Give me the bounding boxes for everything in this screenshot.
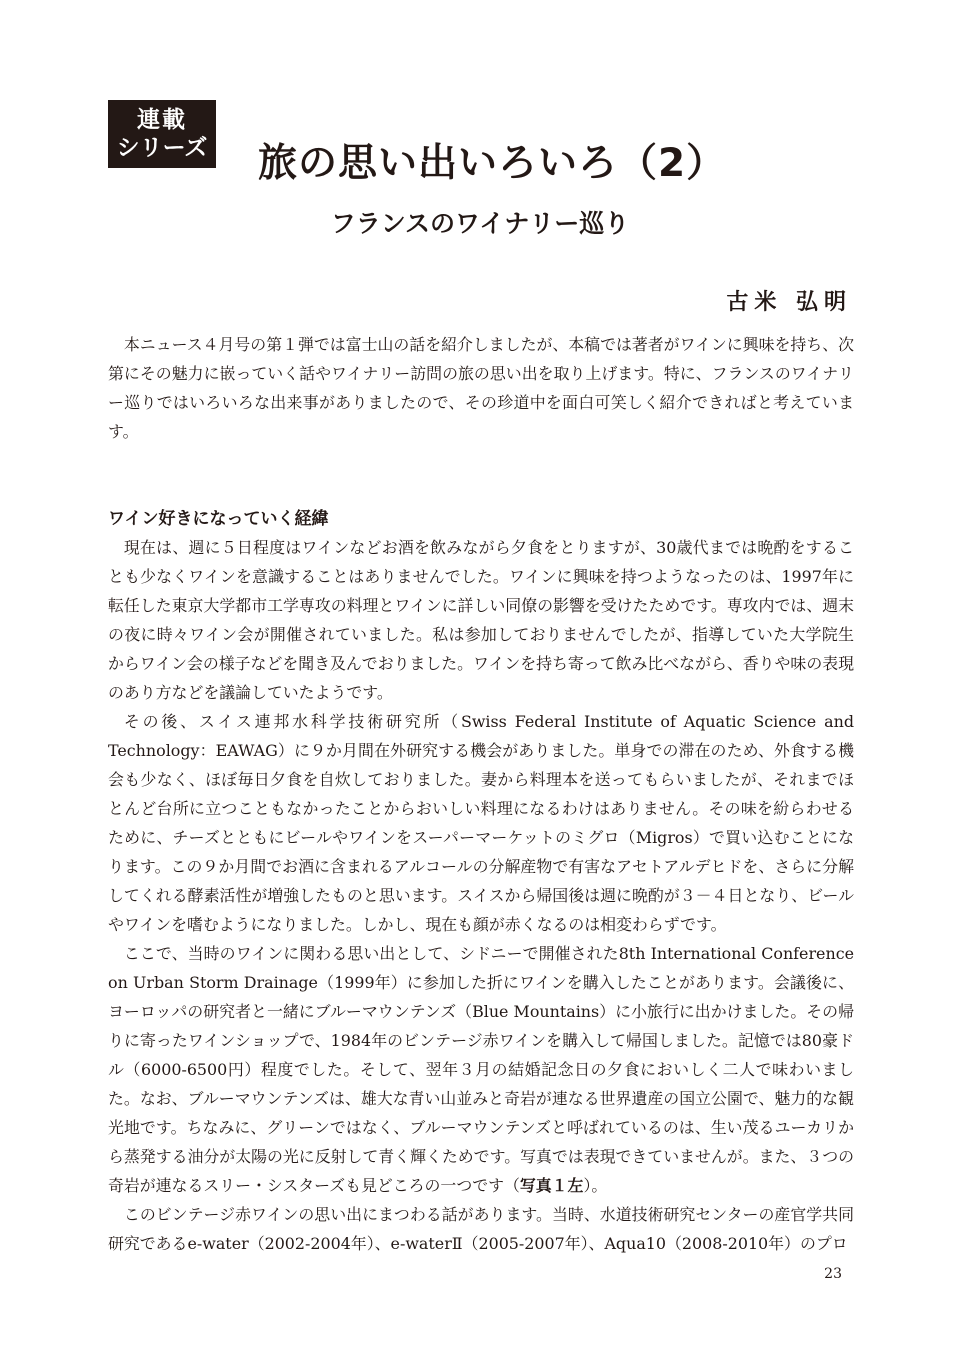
section-heading: ワイン好きになっていく経緯 <box>108 509 329 529</box>
article-body <box>108 505 854 1258</box>
intro-paragraph: 本ニュース４月号の第１弾では富士山の話を紹介しましたが、本稿では著者がワインに興味を持ち、次第にその魅力に嵌っていく話やワイナリー訪問の旅の思い出を取り上げます。特に、フランスのワイナリー巡りではいろいろな出来事がありましたので、その珍道中を面白可笑しく紹介できればと考えています。 <box>108 335 854 441</box>
body-paragraph-3 <box>108 939 854 1200</box>
article-subtitle: フランスのワイナリー巡り <box>330 209 630 238</box>
series-badge <box>108 100 216 168</box>
paragraph-3-tail: ）。 <box>583 1176 608 1195</box>
body-paragraph-2: その後、スイス連邦水科学技術研究所（Swiss Federal Institute of Aquatic Science and Technology：EAWAG）に９か月間在外研究する機会がありました。単身での滞在のため、外食する機会も少なく、ほぼ毎日夕食を自炊しておりました。妻から料理本を送ってもらいましたが、それまでほとんど台所に立つこともなかったことからおいしい料理になるわけはありません。その味を紛らわせるために、チーズとともにビールやワインをスーパーマーケットのミグロ（Migros）で買い込むことになります。この９か月間でお酒に含まれるアルコールの分解産物で有害なアセトアルデヒドを、さらに分解してくれる酵素活性が増強したものと思います。スイスから帰国後は週に晩酌が３－４日となり、ビールやワインを嗜むようになりました。しかし、現在も顔が赤くなるのは相変わらずです。 <box>108 712 854 934</box>
paragraph-3-text: ここで、当時のワインに関わる思い出として、シドニーで開催された8th International Conference on Urban Storm Drainage（1999年）に参加した折にワインを購入したことがあります。会議後に、ヨーロッパの研究者と一緒にブルーマウンテンズ（Blue Mountains）に小旅行に出かけました。その帰りに寄ったワインショップで、1984年のビンテージ赤ワインを購入して帰国しました。記憶では80豪ドル（6000-6500円）程度でした。そして、翌年３月の結婚記念日の夕食においしく二人で味わいました。なお、ブルーマウンテンズは、雄大な青い山並みと奇岩が連なる世界遺産の国立公園で、魅力的な観光地です。ちなみに、グリーンではなく、ブルーマウンテンズと呼ばれているのは、生い茂るユーカリから蒸発する油分が太陽の光に反射して青く輝くためです。写真では表現できていませんが。また、３つの奇岩が連なるスリー・シスターズも見どころの一つです（ <box>108 944 854 1195</box>
series-badge-line1: 連載 <box>137 107 187 133</box>
intro-block <box>108 330 854 446</box>
article-title: 旅の思い出いろいろ（2） <box>258 141 727 186</box>
series-badge-line2: シリーズ <box>116 135 208 161</box>
body-paragraph-1: 現在は、週に５日程度はワインなどお酒を飲みながら夕食をとりますが、30歳代までは晩酌をすることも少なくワインを意識することはありませんでした。ワインに興味を持つようなったのは、1997年に転任した東京大学都市工学専攻の料理とワインに詳しい同僚の影響を受けたためです。専攻内では、週末の夜に時々ワイン会が開催されていました。私は参加しておりませんでしたが、指導していた大学院生からワイン会の様子などを聞き及んでおりました。ワインを持ち寄って飲み比べながら、香りや味の表現のあり方などを議論していたようです。 <box>108 538 854 702</box>
page-number: 23 <box>824 1266 842 1282</box>
photo-reference: 写真１左 <box>519 1176 584 1195</box>
author-name: 古米 弘明 <box>726 289 852 315</box>
body-paragraph-4: このビンテージ赤ワインの思い出にまつわる話があります。当時、水道技術研究センターの産官学共同研究であるe-water（2002-2004年）、e-waterⅡ（2005-2007年）、Aqua10（2008-2010年）のプロ <box>108 1205 854 1253</box>
